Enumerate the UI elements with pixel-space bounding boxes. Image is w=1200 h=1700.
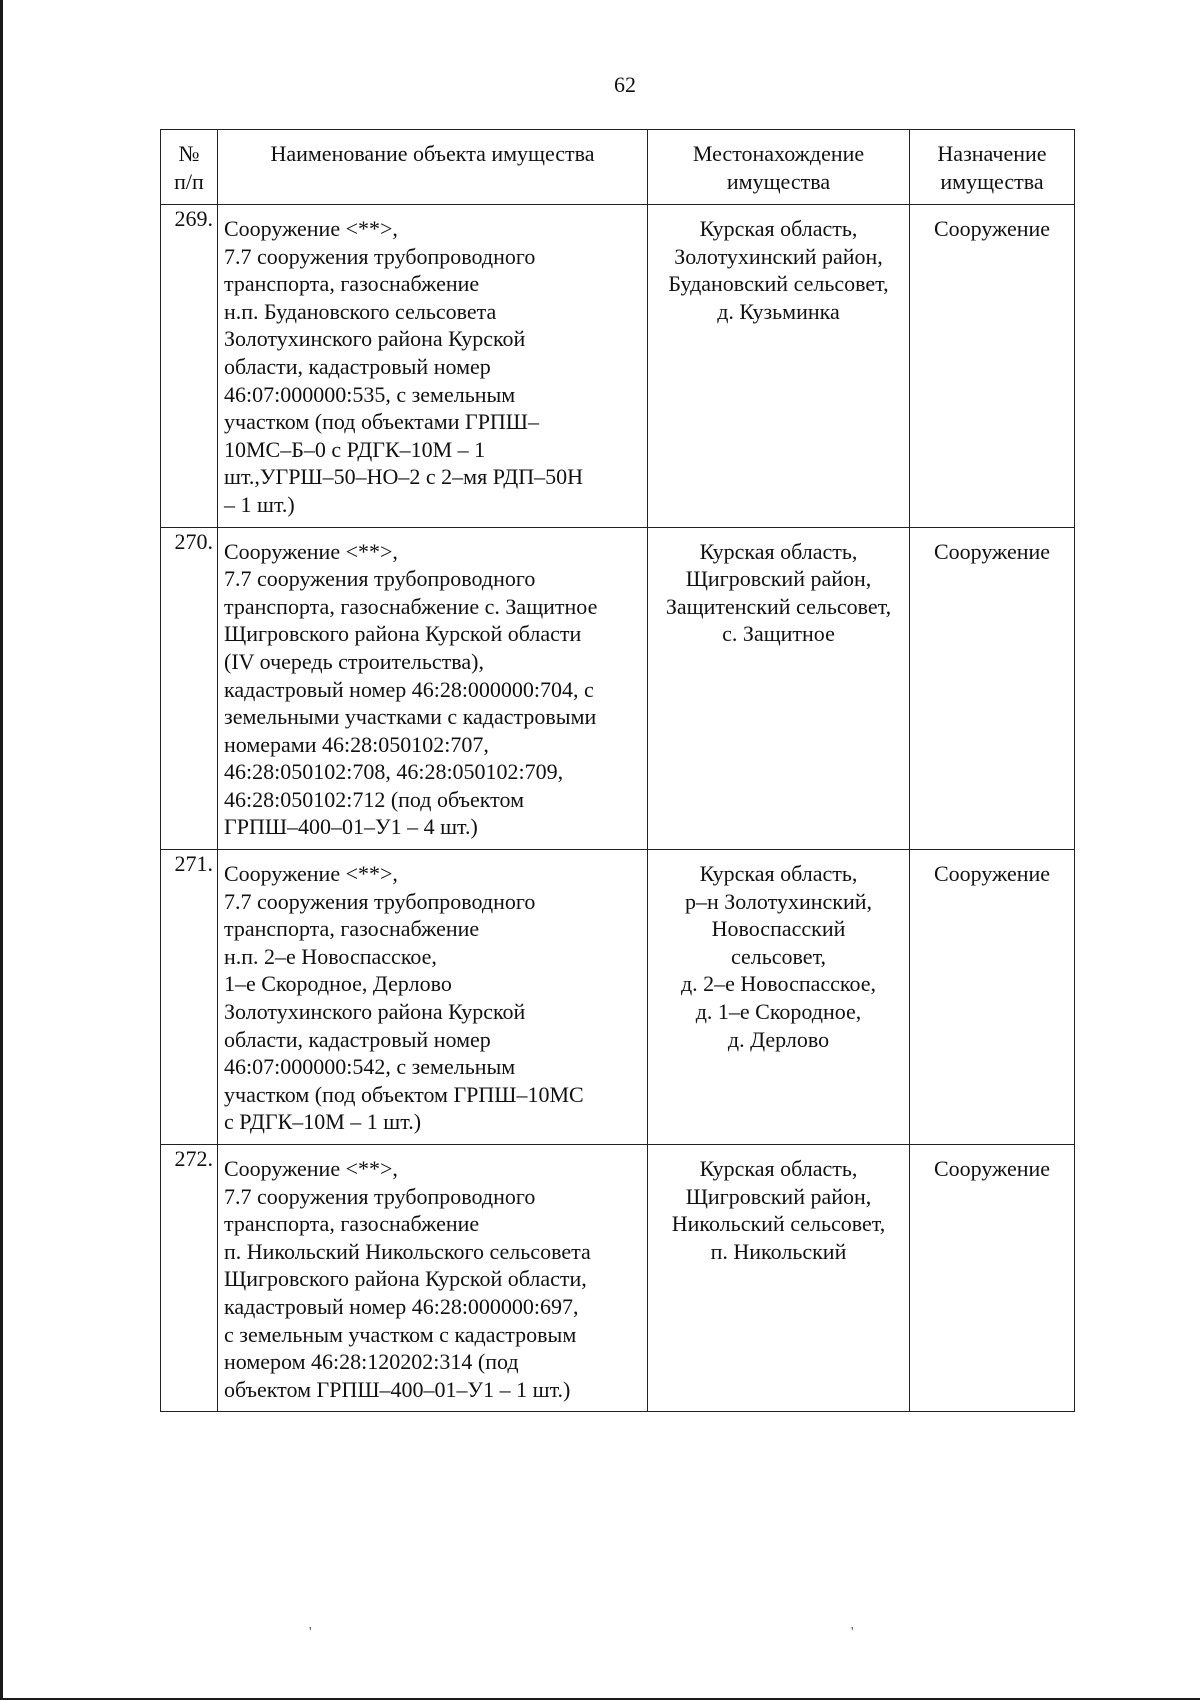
- table-row: [161, 527, 1075, 850]
- table-row: [161, 1145, 1075, 1412]
- scan-left-edge: [0, 0, 3, 1700]
- object-name-line: кадастровый номер 46:28:000000:704, с: [224, 676, 594, 702]
- header-location: [648, 130, 910, 205]
- object-name-line: кадастровый номер 46:28:000000:697,: [224, 1293, 579, 1319]
- location-line: сельсовет,: [730, 943, 827, 969]
- object-name-line: объектом ГРПШ–400–01–У1 – 1 шт.): [224, 1376, 571, 1402]
- object-name-line: 46:07:000000:542, с земельным: [224, 1054, 516, 1080]
- object-name-line: (IV очередь строительства),: [224, 648, 484, 674]
- object-name-line: Золотухинского района Курской: [224, 999, 526, 1025]
- location-line: д. Дерлово: [727, 1026, 830, 1052]
- object-name-line: области, кадастровый номер: [224, 1026, 491, 1052]
- object-name-line: Щигровского района Курской области,: [224, 1266, 587, 1292]
- purpose-cell: Сооружение: [910, 205, 1075, 528]
- object-name-line: области, кадастровый номер: [224, 353, 491, 379]
- table-header-row: [161, 130, 1075, 205]
- location-line: Защитенский сельсовет,: [665, 593, 892, 619]
- object-name-line: транспорта, газоснабжение: [224, 1211, 480, 1237]
- location-line: п. Никольский: [710, 1238, 847, 1264]
- object-name-cell: [218, 205, 648, 528]
- location-line: Курская область,: [699, 861, 858, 887]
- header-name: [218, 130, 648, 205]
- object-name-line: Сооружение <**>,: [224, 1156, 398, 1181]
- header-location-line: имущества: [726, 168, 831, 194]
- object-name-line: Сооружение <**>,: [224, 861, 398, 887]
- location-line: Курская область,: [699, 1156, 858, 1181]
- property-table: [160, 129, 1075, 1412]
- object-name-line: 46:28:050102:712 (под объектом: [224, 786, 525, 812]
- scan-speck: ': [309, 1625, 312, 1640]
- header-name-line: Наименование объекта имущества: [270, 141, 595, 166]
- location-line: Курская область,: [699, 538, 858, 564]
- object-name-line: транспорта, газоснабжение: [224, 271, 480, 297]
- object-name-line: ГРПШ–400–01–У1 – 4 шт.): [224, 814, 478, 840]
- row-number: 270.: [161, 527, 218, 850]
- object-name-line: 7.7 сооружения трубопроводного: [224, 888, 536, 914]
- location-line: с. Защитное: [722, 621, 835, 647]
- location-line: Новоспасский: [711, 916, 846, 942]
- row-number: 271.: [161, 850, 218, 1145]
- object-name-line: п. Никольский Никольского сельсовета: [224, 1238, 591, 1264]
- location-cell: [648, 850, 910, 1145]
- object-name-line: номером 46:28:120202:314 (под: [224, 1349, 519, 1375]
- header-num: [161, 130, 218, 205]
- object-name-line: 7.7 сооружения трубопроводного: [224, 1183, 536, 1209]
- purpose-cell: Сооружение: [910, 850, 1075, 1145]
- location-line: Щигровский район,: [685, 1183, 872, 1209]
- object-name-line: с РДГК–10М – 1 шт.): [224, 1109, 422, 1135]
- scan-speck: ': [851, 1625, 854, 1640]
- location-line: Никольский сельсовет,: [671, 1211, 886, 1237]
- purpose-cell: Сооружение: [910, 1145, 1075, 1412]
- row-number: 272.: [161, 1145, 218, 1412]
- location-line: Щигровский район,: [685, 566, 872, 592]
- location-cell: [648, 1145, 910, 1412]
- object-name-line: 7.7 сооружения трубопроводного: [224, 566, 536, 592]
- object-name-line: 7.7 сооружения трубопроводного: [224, 243, 536, 269]
- location-line: д. 1–е Скородное,: [695, 999, 862, 1025]
- location-cell: [648, 205, 910, 528]
- object-name-cell: [218, 850, 648, 1145]
- table-row: [161, 850, 1075, 1145]
- table-row: [161, 205, 1075, 528]
- location-line: д. Кузьминка: [717, 298, 840, 324]
- object-name-cell: [218, 527, 648, 850]
- object-name-line: 46:07:000000:535, с земельным: [224, 381, 516, 407]
- header-num-line: п/п: [174, 168, 204, 194]
- location-line: Будановский сельсовет,: [668, 271, 889, 297]
- object-name-line: Сооружение <**>,: [224, 216, 398, 241]
- object-name-line: участком (под объектом ГРПШ–10МС: [224, 1081, 584, 1107]
- object-name-line: 46:28:050102:708, 46:28:050102:709,: [224, 759, 564, 785]
- object-name-line: Щигровского района Курской области: [224, 621, 582, 647]
- location-cell: [648, 527, 910, 850]
- header-num-line: №: [178, 141, 200, 166]
- header-purpose-line: имущества: [940, 168, 1044, 194]
- purpose-cell: Сооружение: [910, 527, 1075, 850]
- object-name-line: транспорта, газоснабжение: [224, 916, 480, 942]
- object-name-line: н.п. Будановского сельсовета: [224, 298, 497, 324]
- object-name-line: Сооружение <**>,: [224, 538, 398, 564]
- header-purpose-line: Назначение: [937, 141, 1047, 166]
- object-name-line: шт.,УГРШ–50–НО–2 с 2–мя РДП–50Н: [224, 464, 584, 490]
- location-line: Золотухинский район,: [674, 243, 883, 269]
- header-location-line: Местонахождение: [692, 141, 865, 166]
- object-name-line: н.п. 2–е Новоспасское,: [224, 943, 437, 969]
- object-name-line: земельными участками с кадастровыми: [224, 704, 597, 730]
- object-name-line: транспорта, газоснабжение с. Защитное: [224, 593, 598, 619]
- object-name-line: участком (под объектами ГРПШ–: [224, 409, 540, 435]
- location-line: р–н Золотухинский,: [684, 888, 873, 914]
- row-number: 269.: [161, 205, 218, 528]
- object-name-line: с земельным участком с кадастровым: [224, 1321, 577, 1347]
- object-name-line: 10МС–Б–0 с РДГК–10М – 1: [224, 436, 486, 462]
- location-line: д. 2–е Новоспасское,: [680, 971, 877, 997]
- object-name-line: – 1 шт.): [224, 491, 295, 517]
- location-line: Курская область,: [699, 216, 858, 241]
- object-name-line: номерами 46:28:050102:707,: [224, 731, 489, 757]
- object-name-line: Золотухинского района Курской: [224, 326, 526, 352]
- object-name-line: 1–е Скородное, Дерлово: [224, 971, 452, 997]
- header-purpose: [910, 130, 1075, 205]
- page-number: 62: [614, 72, 636, 97]
- object-name-cell: [218, 1145, 648, 1412]
